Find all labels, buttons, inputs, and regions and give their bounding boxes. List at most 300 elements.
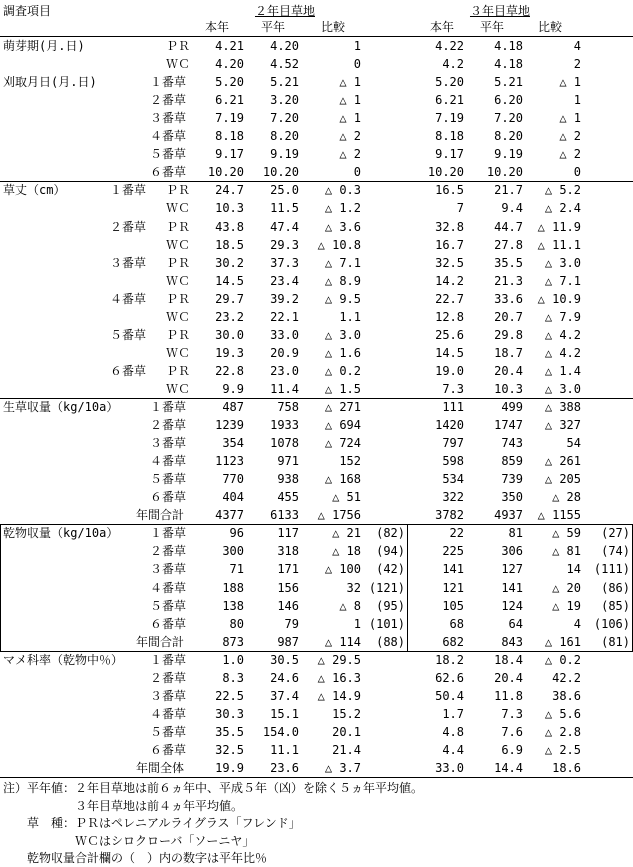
cell-value: 5.20 bbox=[215, 75, 244, 89]
cell-value: △ 5.6 bbox=[544, 707, 581, 721]
cell-value: 9.17 bbox=[435, 147, 464, 161]
cell-value: 4 bbox=[573, 617, 581, 631]
cell-value: 25.0 bbox=[270, 183, 299, 197]
row-label: ＰＲ bbox=[166, 292, 191, 306]
cell-value: 9.9 bbox=[222, 382, 244, 396]
cell-value: △ 28 bbox=[552, 490, 581, 504]
cell-value: 0 bbox=[353, 57, 361, 71]
cell-value: 4.20 bbox=[215, 57, 244, 71]
cell-value: 37.4 bbox=[270, 689, 299, 703]
cell-value: 4.21 bbox=[215, 39, 244, 53]
cell-value: 1.0 bbox=[222, 653, 244, 667]
cell-value: 7.3 bbox=[501, 707, 523, 721]
row-label: 年間合計 bbox=[136, 635, 185, 649]
cell-value: 32.5 bbox=[215, 743, 244, 757]
cell-value: △ 21 bbox=[332, 526, 361, 540]
cell-value: 54 bbox=[566, 436, 581, 450]
cell-value: △ 29.5 bbox=[317, 653, 361, 667]
cell-value: 1 bbox=[353, 617, 361, 631]
cell-value: 12.8 bbox=[435, 310, 464, 324]
cell-value: 79 bbox=[284, 617, 299, 631]
cell-value: 4377 bbox=[215, 508, 244, 522]
cell-value: 14.2 bbox=[435, 274, 464, 288]
rule-line bbox=[0, 36, 633, 37]
row-label: ４番草 bbox=[150, 581, 187, 595]
rule-line bbox=[0, 777, 633, 778]
cell-value: 23.4 bbox=[270, 274, 299, 288]
row-label: ＰＲ bbox=[166, 364, 191, 378]
cell-value: △ 7.1 bbox=[544, 274, 581, 288]
cell-value: 18.6 bbox=[552, 761, 581, 775]
cell-value: 21.7 bbox=[494, 183, 523, 197]
cell-value: 117 bbox=[277, 526, 299, 540]
cell-value: 4937 bbox=[494, 508, 523, 522]
cell-value: 225 bbox=[442, 544, 464, 558]
cell-value: 1933 bbox=[270, 418, 299, 432]
cell-value: 141 bbox=[501, 581, 523, 595]
cell-value: △ 11.1 bbox=[537, 238, 581, 252]
cell-value: △ 2 bbox=[339, 129, 361, 143]
cell-value: 24.6 bbox=[270, 671, 299, 685]
cell-value: 11.4 bbox=[270, 382, 299, 396]
cell-percent: (94) bbox=[376, 544, 405, 558]
cell-percent: (81) bbox=[601, 635, 630, 649]
cell-value: 7.6 bbox=[501, 725, 523, 739]
cell-value: △ 9.5 bbox=[324, 292, 361, 306]
cell-value: 20.9 bbox=[270, 346, 299, 360]
cell-value: △ 327 bbox=[544, 418, 581, 432]
cell-value: 14.5 bbox=[215, 274, 244, 288]
cell-percent: (88) bbox=[376, 635, 405, 649]
cell-value: 4 bbox=[573, 39, 581, 53]
rule-line bbox=[0, 181, 633, 182]
cell-value: 29.3 bbox=[270, 238, 299, 252]
header-item-label: 調査項目 bbox=[3, 4, 52, 18]
cell-value: △ 1 bbox=[559, 111, 581, 125]
cell-value: △ 11.9 bbox=[537, 220, 581, 234]
row-label: ４番草 bbox=[150, 129, 187, 143]
cell-value: 32.5 bbox=[435, 256, 464, 270]
cell-value: 1 bbox=[573, 93, 581, 107]
cell-value: 8.20 bbox=[494, 129, 523, 143]
cell-value: 4.4 bbox=[442, 743, 464, 757]
cell-percent: (74) bbox=[601, 544, 630, 558]
cell-value: 154.0 bbox=[262, 725, 299, 739]
cell-percent: (95) bbox=[376, 599, 405, 613]
cell-value: 487 bbox=[222, 400, 244, 414]
row-label: ＷＣ bbox=[166, 310, 191, 324]
cell-value: 534 bbox=[442, 472, 464, 486]
cell-value: △ 4.2 bbox=[544, 328, 581, 342]
cell-value: 25.6 bbox=[435, 328, 464, 342]
cell-value: 127 bbox=[501, 562, 523, 576]
cell-value: △ 14.9 bbox=[317, 689, 361, 703]
row-label: １番草 bbox=[150, 75, 187, 89]
cell-value: △ 3.0 bbox=[544, 256, 581, 270]
cell-value: 33.6 bbox=[494, 292, 523, 306]
cell-value: 71 bbox=[229, 562, 244, 576]
cell-value: 9.4 bbox=[501, 201, 523, 215]
cell-value: △ 1 bbox=[339, 111, 361, 125]
cell-value: 5.20 bbox=[435, 75, 464, 89]
cell-value: 5.21 bbox=[494, 75, 523, 89]
cell-value: 10.3 bbox=[215, 201, 244, 215]
cell-percent: (101) bbox=[368, 617, 405, 631]
cell-value: 14.4 bbox=[494, 761, 523, 775]
cell-value: 33.0 bbox=[435, 761, 464, 775]
cell-value: △ 271 bbox=[324, 400, 361, 414]
header-group-3yr: ３年目草地 bbox=[469, 4, 530, 18]
cell-value: 455 bbox=[277, 490, 299, 504]
cell-value: 30.0 bbox=[215, 328, 244, 342]
cell-value: △ 2.4 bbox=[544, 201, 581, 215]
cell-value: 9.19 bbox=[494, 147, 523, 161]
cell-value: 20.7 bbox=[494, 310, 523, 324]
cutting-label: ６番草 bbox=[110, 364, 147, 378]
cell-value: △ 1.5 bbox=[324, 382, 361, 396]
cell-value: 3.20 bbox=[270, 93, 299, 107]
row-label: ６番草 bbox=[150, 617, 187, 631]
cell-value: 171 bbox=[277, 562, 299, 576]
cell-value: 10.3 bbox=[494, 382, 523, 396]
cell-value: △ 161 bbox=[544, 635, 581, 649]
row-label: 年間合計 bbox=[136, 508, 185, 522]
cell-value: 39.2 bbox=[270, 292, 299, 306]
cell-value: 350 bbox=[501, 490, 523, 504]
row-label: １番草 bbox=[150, 653, 187, 667]
cell-value: 1239 bbox=[215, 418, 244, 432]
cell-value: 22.7 bbox=[435, 292, 464, 306]
cell-value: 15.2 bbox=[332, 707, 361, 721]
cell-value: 44.7 bbox=[494, 220, 523, 234]
cell-value: 141 bbox=[442, 562, 464, 576]
cell-value: 124 bbox=[501, 599, 523, 613]
cell-value: 1 bbox=[353, 39, 361, 53]
cell-value: 30.3 bbox=[215, 707, 244, 721]
cell-value: 1078 bbox=[270, 436, 299, 450]
cell-value: 770 bbox=[222, 472, 244, 486]
cell-percent: (86) bbox=[601, 581, 630, 595]
cell-value: 14 bbox=[566, 562, 581, 576]
row-label: ３番草 bbox=[150, 689, 187, 703]
cell-value: △ 1.2 bbox=[324, 201, 361, 215]
cell-value: △ 1756 bbox=[317, 508, 361, 522]
cell-value: 938 bbox=[277, 472, 299, 486]
cell-value: △ 2.8 bbox=[544, 725, 581, 739]
header-col-normal-year: 平年 bbox=[261, 20, 286, 34]
row-label: ＷＣ bbox=[166, 201, 191, 215]
cell-value: 18.4 bbox=[494, 653, 523, 667]
cell-value: 9.17 bbox=[215, 147, 244, 161]
cell-value: 35.5 bbox=[494, 256, 523, 270]
footnote-line: 注）平年値：２年目草地は前６ヵ年中、平成５年（凶）を除く５ヵ年平均値。 bbox=[3, 781, 424, 795]
cell-value: △ 4.2 bbox=[544, 346, 581, 360]
row-label: ６番草 bbox=[150, 743, 187, 757]
cell-value: 6133 bbox=[270, 508, 299, 522]
cell-value: △ 5.2 bbox=[544, 183, 581, 197]
cell-value: 873 bbox=[222, 635, 244, 649]
cell-value: 6.9 bbox=[501, 743, 523, 757]
cell-value: 11.1 bbox=[270, 743, 299, 757]
row-label: ３番草 bbox=[150, 111, 187, 125]
cell-value: △ 388 bbox=[544, 400, 581, 414]
cell-value: 859 bbox=[501, 454, 523, 468]
cell-value: △ 1155 bbox=[537, 508, 581, 522]
section-label: 草丈（cm） bbox=[3, 183, 66, 197]
cell-value: 23.6 bbox=[270, 761, 299, 775]
row-label: ２番草 bbox=[150, 93, 187, 107]
cell-value: 20.4 bbox=[494, 364, 523, 378]
row-label: ＰＲ bbox=[166, 39, 191, 53]
cell-value: △ 51 bbox=[332, 490, 361, 504]
rule-line bbox=[0, 524, 633, 525]
cell-value: 10.20 bbox=[427, 165, 464, 179]
cell-value: 29.7 bbox=[215, 292, 244, 306]
cell-percent: (121) bbox=[368, 581, 405, 595]
header-col-normal-year: 平年 bbox=[480, 20, 505, 34]
cell-value: △ 1.6 bbox=[324, 346, 361, 360]
cell-value: 10.20 bbox=[207, 165, 244, 179]
row-label: ３番草 bbox=[150, 436, 187, 450]
cell-percent: (27) bbox=[601, 526, 630, 540]
cell-value: 971 bbox=[277, 454, 299, 468]
cell-value: 404 bbox=[222, 490, 244, 504]
cutting-label: １番草 bbox=[110, 183, 147, 197]
row-label: ４番草 bbox=[150, 707, 187, 721]
cell-value: 7.3 bbox=[442, 382, 464, 396]
cell-value: 8.18 bbox=[435, 129, 464, 143]
cell-value: △ 1 bbox=[559, 75, 581, 89]
cell-value: 23.2 bbox=[215, 310, 244, 324]
cell-value: 10.20 bbox=[262, 165, 299, 179]
row-label: ＰＲ bbox=[166, 328, 191, 342]
cell-value: 6.21 bbox=[215, 93, 244, 107]
cell-value: 3782 bbox=[435, 508, 464, 522]
cell-value: △ 1.4 bbox=[544, 364, 581, 378]
row-label: ＷＣ bbox=[166, 57, 191, 71]
cell-value: 1.1 bbox=[339, 310, 361, 324]
cell-value: △ 0.2 bbox=[544, 653, 581, 667]
cell-value: △ 2 bbox=[339, 147, 361, 161]
footnote-line: ３年目草地は前４ヵ年平均値。 bbox=[3, 798, 244, 813]
footnote-line: 草 種：ＰＲはペレニアルライグラス「フレンド」 bbox=[3, 816, 301, 830]
cell-value: 121 bbox=[442, 581, 464, 595]
cell-value: 18.2 bbox=[435, 653, 464, 667]
cell-value: 146 bbox=[277, 599, 299, 613]
row-label: ＰＲ bbox=[166, 256, 191, 270]
row-label: ６番草 bbox=[150, 165, 187, 179]
cell-value: 38.6 bbox=[552, 689, 581, 703]
cell-value: △ 16.3 bbox=[317, 671, 361, 685]
section-label: 生草収量（kg/10a） bbox=[3, 400, 119, 414]
cell-value: 6.21 bbox=[435, 93, 464, 107]
cell-value: 68 bbox=[449, 617, 464, 631]
cell-value: 743 bbox=[501, 436, 523, 450]
cell-value: 29.8 bbox=[494, 328, 523, 342]
cell-percent: (106) bbox=[593, 617, 630, 631]
cell-value: 16.5 bbox=[435, 183, 464, 197]
cell-value: 306 bbox=[501, 544, 523, 558]
cell-value: △ 59 bbox=[552, 526, 581, 540]
cell-value: △ 1 bbox=[339, 75, 361, 89]
cell-value: 5.21 bbox=[270, 75, 299, 89]
cell-value: 22.1 bbox=[270, 310, 299, 324]
cell-value: 4.18 bbox=[494, 57, 523, 71]
cutting-label: ４番草 bbox=[110, 292, 147, 306]
cutting-label: ３番草 bbox=[110, 256, 147, 270]
cell-value: 4.20 bbox=[270, 39, 299, 53]
section-label: 刈取月日(月.日) bbox=[3, 75, 97, 89]
cell-value: 43.8 bbox=[215, 220, 244, 234]
row-label: ５番草 bbox=[150, 472, 187, 486]
cell-value: 24.7 bbox=[215, 183, 244, 197]
cell-value: 20.1 bbox=[332, 725, 361, 739]
cell-value: △ 1 bbox=[339, 93, 361, 107]
cell-value: 9.19 bbox=[270, 147, 299, 161]
cell-value: △ 20 bbox=[552, 581, 581, 595]
cell-value: 80 bbox=[229, 617, 244, 631]
cell-value: 2 bbox=[573, 57, 581, 71]
row-label: ５番草 bbox=[150, 599, 187, 613]
cell-value: 188 bbox=[222, 581, 244, 595]
cell-value: 20.4 bbox=[494, 671, 523, 685]
footnote-line: ＷＣはシロクローバ「ソーニヤ」 bbox=[3, 833, 255, 848]
cell-value: 682 bbox=[442, 635, 464, 649]
cell-value: 4.52 bbox=[270, 57, 299, 71]
cell-percent: (85) bbox=[601, 599, 630, 613]
cell-value: △ 8 bbox=[339, 599, 361, 613]
cutting-label: ２番草 bbox=[110, 220, 147, 234]
cell-value: △ 8.9 bbox=[324, 274, 361, 288]
cell-value: △ 7.1 bbox=[324, 256, 361, 270]
cell-value: 16.7 bbox=[435, 238, 464, 252]
cell-value: 7.19 bbox=[435, 111, 464, 125]
cell-value: 8.18 bbox=[215, 129, 244, 143]
cell-value: △ 724 bbox=[324, 436, 361, 450]
row-label: ＷＣ bbox=[166, 238, 191, 252]
cell-percent: (42) bbox=[376, 562, 405, 576]
row-label: ５番草 bbox=[150, 147, 187, 161]
cell-value: △ 3.6 bbox=[324, 220, 361, 234]
header-col-this-year: 本年 bbox=[205, 20, 230, 34]
row-label: ６番草 bbox=[150, 490, 187, 504]
cell-value: △ 168 bbox=[324, 472, 361, 486]
row-label: ３番草 bbox=[150, 562, 187, 576]
cutting-label: ５番草 bbox=[110, 328, 147, 342]
cell-value: 64 bbox=[508, 617, 523, 631]
cell-value: 22.8 bbox=[215, 364, 244, 378]
cell-value: △ 19 bbox=[552, 599, 581, 613]
cell-value: 0 bbox=[573, 165, 581, 179]
cell-value: △ 0.3 bbox=[324, 183, 361, 197]
cell-value: 33.0 bbox=[270, 328, 299, 342]
cell-value: 322 bbox=[442, 490, 464, 504]
cell-value: 81 bbox=[508, 526, 523, 540]
cell-value: 1.7 bbox=[442, 707, 464, 721]
footnote-line: 乾物収量合計欄の（ ）内の数字は平年比％ bbox=[3, 851, 268, 865]
cell-value: 10.20 bbox=[486, 165, 523, 179]
header-group-2yr: ２年目草地 bbox=[254, 4, 315, 18]
cell-value: 22 bbox=[449, 526, 464, 540]
cell-value: 318 bbox=[277, 544, 299, 558]
row-label: ＷＣ bbox=[166, 382, 191, 396]
cell-value: △ 205 bbox=[544, 472, 581, 486]
cell-value: 7.20 bbox=[494, 111, 523, 125]
cell-value: 30.2 bbox=[215, 256, 244, 270]
cell-value: 354 bbox=[222, 436, 244, 450]
cell-percent: (111) bbox=[593, 562, 630, 576]
cell-value: 1123 bbox=[215, 454, 244, 468]
cell-value: △ 18 bbox=[332, 544, 361, 558]
cell-value: 105 bbox=[442, 599, 464, 613]
cell-value: 797 bbox=[442, 436, 464, 450]
section-label: マメ科率（乾物中％） bbox=[3, 653, 124, 667]
cell-value: 1747 bbox=[494, 418, 523, 432]
cell-value: 11.8 bbox=[494, 689, 523, 703]
section-label: 萌芽期(月.日) bbox=[3, 39, 85, 53]
column-rule bbox=[0, 524, 1, 651]
cell-value: 4.2 bbox=[442, 57, 464, 71]
cell-value: △ 261 bbox=[544, 454, 581, 468]
cell-value: 27.8 bbox=[494, 238, 523, 252]
row-label: １番草 bbox=[150, 400, 187, 414]
cell-value: △ 2 bbox=[559, 129, 581, 143]
row-label: ＰＲ bbox=[166, 220, 191, 234]
cell-value: 7.19 bbox=[215, 111, 244, 125]
cell-value: 42.2 bbox=[552, 671, 581, 685]
row-label: ２番草 bbox=[150, 418, 187, 432]
cell-value: 1420 bbox=[435, 418, 464, 432]
cell-value: 23.0 bbox=[270, 364, 299, 378]
cell-value: 19.9 bbox=[215, 761, 244, 775]
cell-value: 111 bbox=[442, 400, 464, 414]
cell-value: 32.8 bbox=[435, 220, 464, 234]
cell-value: 4.22 bbox=[435, 39, 464, 53]
cell-value: △ 0.2 bbox=[324, 364, 361, 378]
cell-value: 6.20 bbox=[494, 93, 523, 107]
row-label: ２番草 bbox=[150, 671, 187, 685]
cell-value: 4.8 bbox=[442, 725, 464, 739]
cell-value: 14.5 bbox=[435, 346, 464, 360]
cell-value: 8.3 bbox=[222, 671, 244, 685]
row-label: ＷＣ bbox=[166, 274, 191, 288]
column-rule bbox=[407, 524, 408, 651]
row-label: １番草 bbox=[150, 526, 187, 540]
cell-value: △ 2 bbox=[559, 147, 581, 161]
cell-value: 156 bbox=[277, 581, 299, 595]
cell-value: 152 bbox=[339, 454, 361, 468]
cell-value: △ 100 bbox=[324, 562, 361, 576]
cell-value: △ 10.9 bbox=[537, 292, 581, 306]
row-label: 年間全体 bbox=[136, 761, 185, 775]
cell-value: 499 bbox=[501, 400, 523, 414]
cell-value: 18.5 bbox=[215, 238, 244, 252]
cell-value: 4.18 bbox=[494, 39, 523, 53]
rule-line bbox=[0, 651, 633, 652]
cell-value: 50.4 bbox=[435, 689, 464, 703]
cell-value: △ 3.0 bbox=[544, 382, 581, 396]
cell-value: 7 bbox=[456, 201, 464, 215]
cell-value: △ 2.5 bbox=[544, 743, 581, 757]
cell-value: 300 bbox=[222, 544, 244, 558]
header-col-compare: 比較 bbox=[321, 20, 346, 34]
cell-value: 598 bbox=[442, 454, 464, 468]
rule-line bbox=[0, 398, 633, 399]
cell-value: 21.4 bbox=[332, 743, 361, 757]
cell-value: 8.20 bbox=[270, 129, 299, 143]
cell-value: 62.6 bbox=[435, 671, 464, 685]
row-label: ＰＲ bbox=[166, 183, 191, 197]
